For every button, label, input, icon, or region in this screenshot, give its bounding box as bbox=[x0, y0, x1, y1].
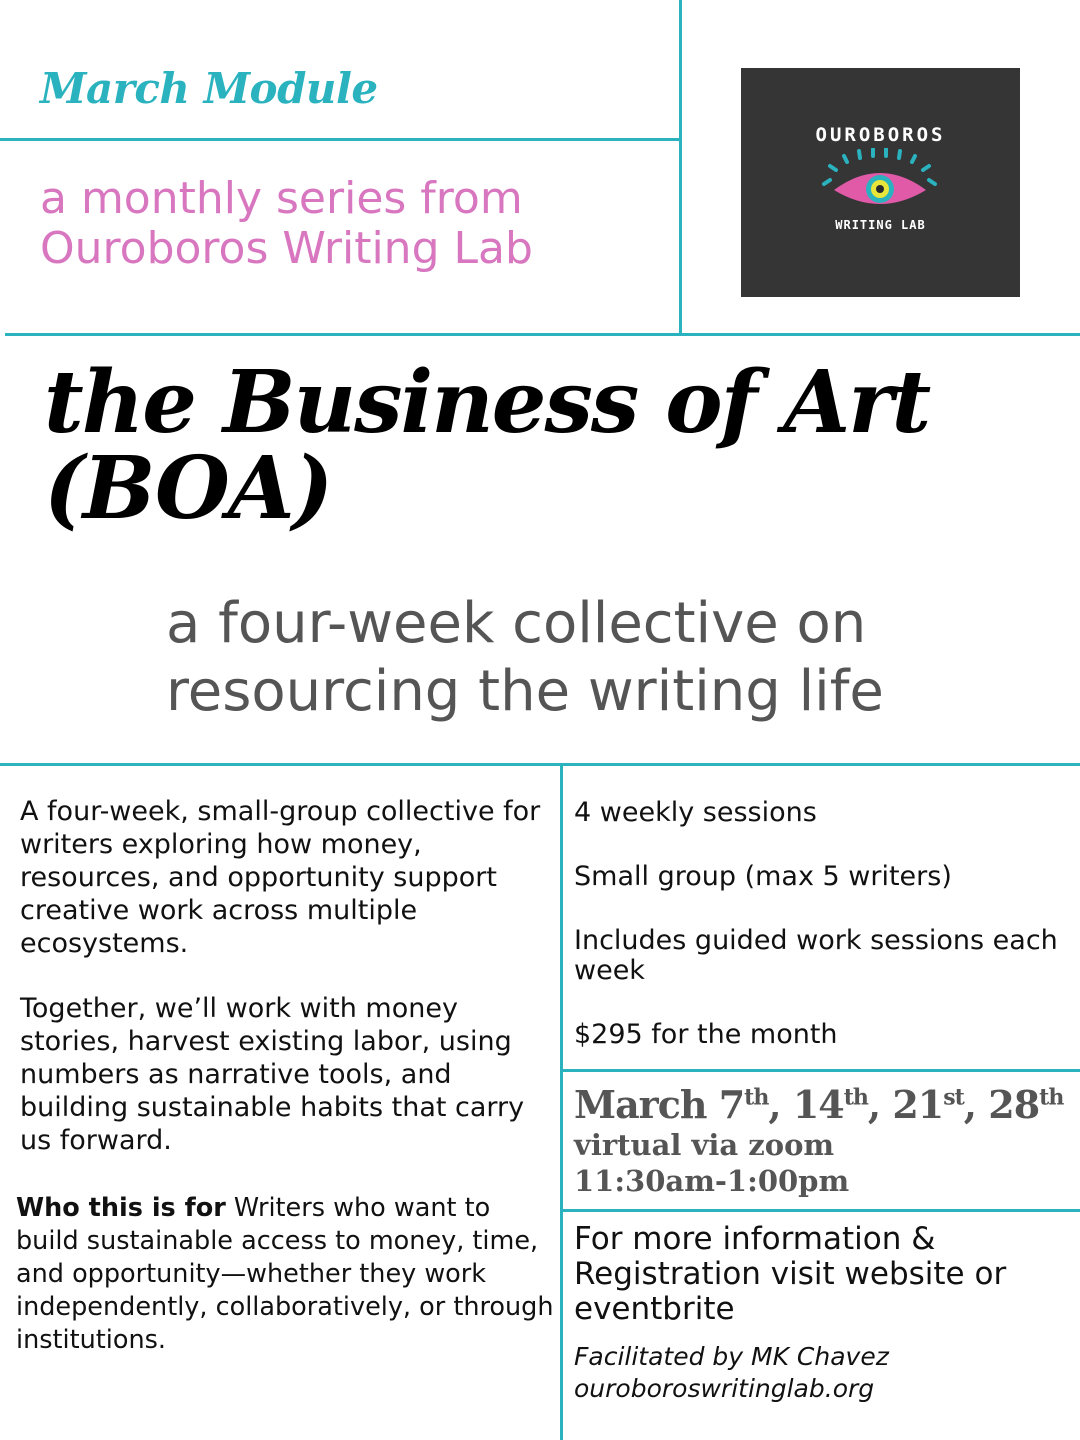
audience-label: Who this is for bbox=[16, 1193, 226, 1223]
divider-below-subtitle bbox=[0, 763, 1080, 766]
date-suffix: th bbox=[843, 1084, 868, 1111]
session-time: 11:30am-1:00pm bbox=[574, 1164, 850, 1198]
description-paragraph: A four-week, small-group collective for writers exploring how money, resources, and opportunity support creative work across multiple ecosystems. bbox=[20, 796, 541, 959]
audience-text: Writers who want to build sustainable access to money, time, and opportunity—whether they work independently, collaboratively, or through institutions. bbox=[16, 1193, 554, 1355]
page-subtitle: a four-week collective on resourcing the writing life bbox=[166, 591, 884, 724]
logo-subtitle: WRITING LAB bbox=[835, 218, 926, 232]
session-venue: virtual via zoom bbox=[574, 1128, 835, 1162]
date-suffix: th bbox=[1039, 1084, 1064, 1111]
price-item: $295 for the month bbox=[574, 1019, 838, 1050]
session-dates: March 7th, 14th, 21st, 28th bbox=[574, 1082, 1064, 1127]
date-day: 28 bbox=[988, 1082, 1040, 1127]
module-label: March Module bbox=[40, 64, 378, 113]
detail-item: Small group (max 5 writers) bbox=[574, 861, 952, 892]
dates-month: March bbox=[574, 1082, 707, 1127]
date-suffix: th bbox=[744, 1084, 769, 1111]
facilitator-credit: Facilitated by MK Chavez bbox=[574, 1342, 889, 1371]
description-paragraph: Together, we’ll work with money stories, harvest existing labor, using numbers as narrative tools, and building sustainable habits that carry us forward. bbox=[20, 993, 525, 1156]
registration-info: For more information & Registration visit website or eventbrite bbox=[574, 1221, 1007, 1327]
eye-icon bbox=[820, 148, 940, 218]
divider-header-row bbox=[0, 138, 681, 141]
divider-dates-info bbox=[561, 1209, 1080, 1212]
divider-vertical-top bbox=[679, 0, 682, 336]
detail-item: 4 weekly sessions bbox=[574, 797, 817, 828]
divider-below-header bbox=[5, 333, 1080, 336]
divider-vertical-bottom bbox=[560, 765, 563, 1440]
logo-name: OUROBOROS bbox=[815, 124, 946, 146]
ouroboros-logo bbox=[741, 68, 1020, 297]
date-day: 21 bbox=[892, 1082, 944, 1127]
divider-details-dates bbox=[561, 1069, 1080, 1072]
website-link[interactable]: ouroboroswritinglab.org bbox=[574, 1374, 875, 1403]
detail-item: Includes guided work sessions each week bbox=[574, 925, 1058, 986]
date-day: 14 bbox=[792, 1082, 844, 1127]
date-day: 7 bbox=[718, 1082, 745, 1127]
page-title: the Business of Art (BOA) bbox=[44, 352, 930, 539]
date-suffix: st bbox=[943, 1084, 964, 1111]
series-subheading: a monthly series from Ouroboros Writing Lab bbox=[40, 173, 533, 274]
audience-section bbox=[16, 1192, 556, 1357]
